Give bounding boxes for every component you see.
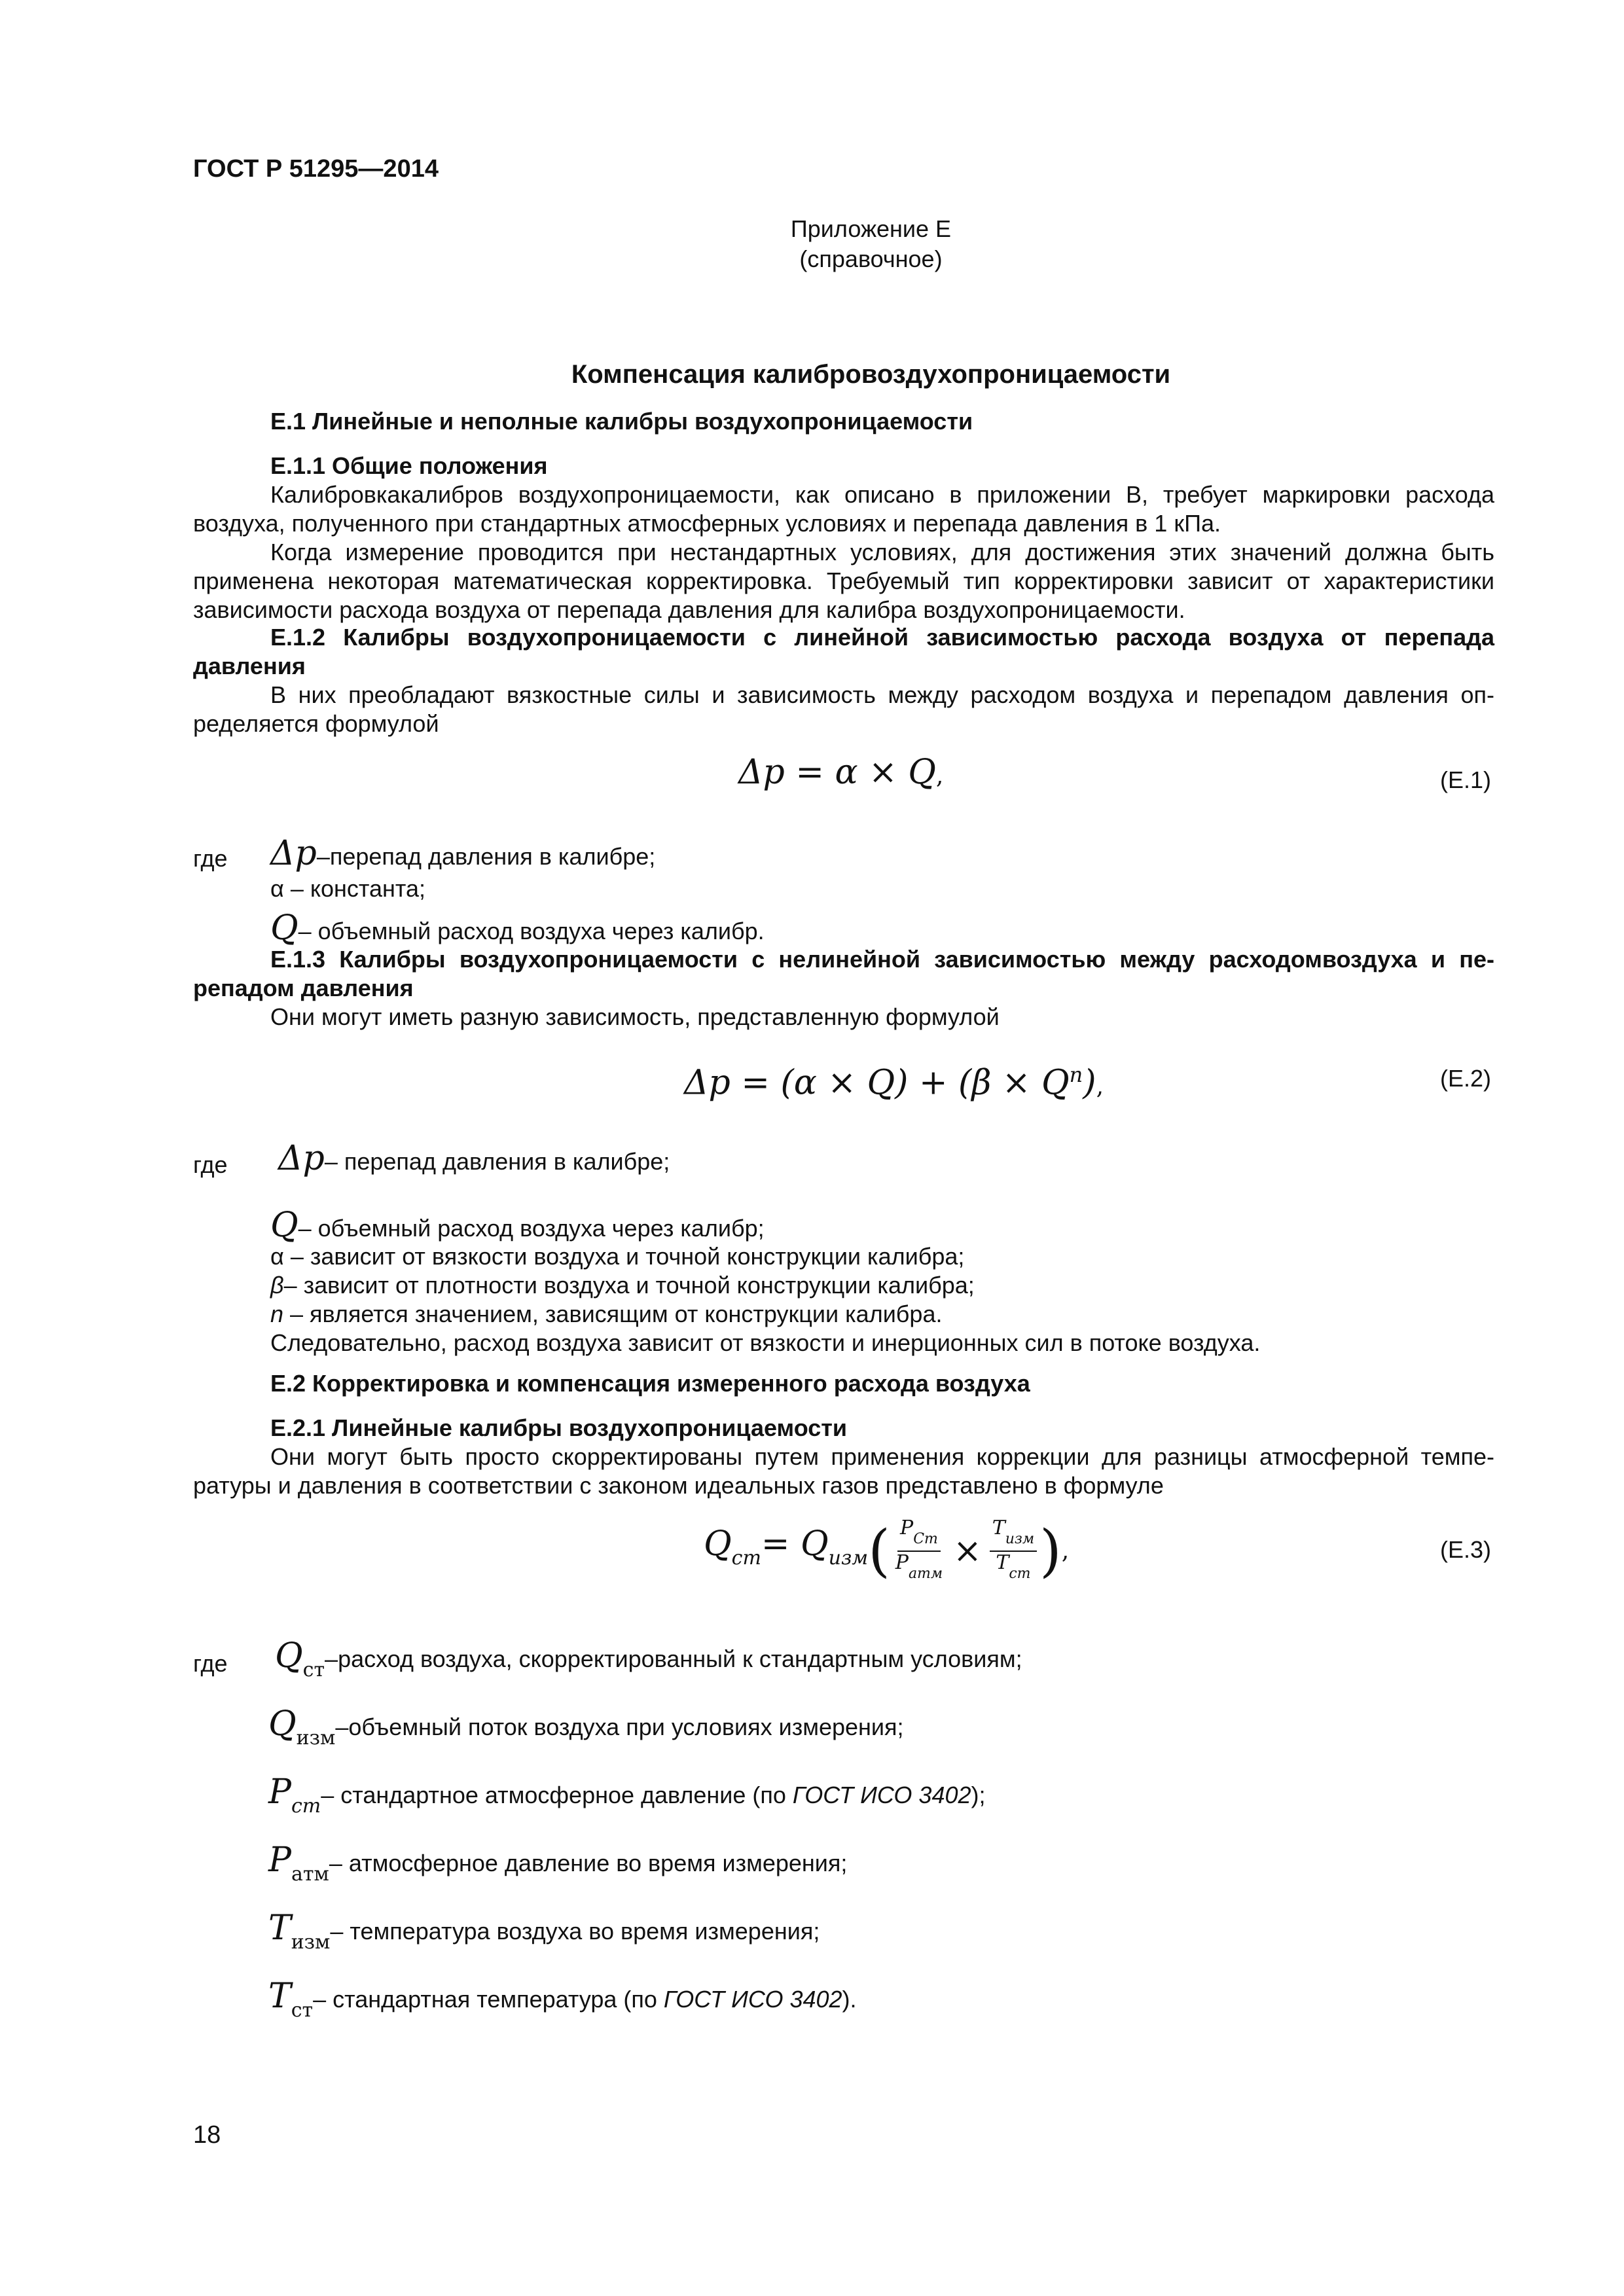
paragraph-line: Они могут иметь разную зависимость, представленную формулой	[270, 1003, 1000, 1030]
formula-paren-open: (	[868, 1518, 890, 1584]
conclusion-text: Следовательно, расход воздуха зависит от вязкости и инерционных сил в потоке воздуха.	[270, 1329, 1261, 1356]
symbol-t-izm: $T_{изм}$	[268, 1909, 331, 1954]
formula-comma: ,	[935, 762, 944, 789]
where-label: где	[193, 1650, 228, 1677]
definition-item	[270, 1271, 975, 1300]
definition-text: – атмосферное давление во время измерения;	[329, 1850, 848, 1876]
paragraph-line: ределяется формулой	[193, 710, 439, 737]
where-label: где	[193, 1151, 228, 1178]
definition-text: – объемный расход воздуха через калибр;	[298, 1215, 765, 1242]
section-heading-e13-cont: репадом давления	[193, 975, 414, 1001]
definition-item	[268, 1840, 847, 1894]
definition-item	[268, 1704, 904, 1758]
definition-text: –объемный поток воздуха при условиях измерения;	[335, 1713, 904, 1740]
formula-rhs: = α × Q	[795, 753, 936, 792]
paragraph-line: В них преобладают вязкостные силы и зависимость между расходом воздуха и перепадом давления оп-	[270, 681, 1494, 708]
formula-comma: ,	[1061, 1537, 1070, 1564]
definition-text: – температура воздуха во время измерения;	[330, 1918, 820, 1945]
formula-e2	[684, 1055, 1104, 1106]
definition-text: – стандартная температура (по ГОСТ ИСО 3402).	[313, 1986, 857, 2013]
formula-lhs: Δp	[738, 753, 785, 792]
definition-text: – перепад давления в калибре;	[324, 1148, 670, 1175]
formula-e1	[738, 753, 943, 796]
standard-reference: ГОСТ ИСО 3402	[792, 1782, 971, 1808]
formula-q-izm: = $Q_{изм}$	[761, 1524, 869, 1570]
definition-item	[268, 1772, 986, 1826]
definition-item	[270, 834, 655, 873]
definition-item	[270, 1206, 765, 1245]
formula-e3	[704, 1512, 1069, 1590]
paragraph-line: Они могут быть просто скорректированы путем применения коррекции для разницы атмосферной темпе-	[270, 1443, 1494, 1470]
section-heading-e21: Е.2.1 Линейные калибры воздухопроницаемости	[270, 1414, 847, 1441]
section-heading-e12-cont: давления	[193, 653, 306, 679]
definition-text: – является значением, зависящим от конструкции калибра.	[283, 1300, 943, 1327]
definition-item	[270, 908, 765, 948]
section-heading-e1: Е.1 Линейные и неполные калибры воздухопроницаемости	[270, 408, 973, 435]
definition-text: – объемный расход воздуха через калибр.	[298, 918, 765, 944]
formula-close: )	[1083, 1063, 1096, 1103]
section-heading-e2: Е.2 Корректировка и компенсация измеренного расхода воздуха	[270, 1370, 1030, 1397]
formula-fraction-temperature: $\frac{T_{изм}}{T_{cm}}$	[990, 1517, 1037, 1585]
paragraph-line: воздуха, полученного при стандартных атмосферных условиях и перепада давления в 1 кПа.	[193, 510, 1221, 537]
main-title: Компенсация калибровоздухопроницаемости	[571, 360, 1171, 389]
definition-text: –перепад давления в калибре;	[316, 843, 656, 870]
definition-text: –расход воздуха, скорректированный к стандартным условиям;	[325, 1645, 1022, 1672]
formula-times: ×	[953, 1532, 982, 1571]
symbol-p-st: $P_{ст}$	[268, 1772, 321, 1818]
definition-item	[268, 1909, 820, 1962]
section-heading-e12: Е.1.2 Калибры воздухопроницаемости с линейной зависимостью расхода воздуха от перепада	[270, 624, 1494, 651]
formula-fraction-pressure: $\frac{P_{Cm}}{P_{атм}}$	[895, 1516, 943, 1582]
definition-item: α – константа;	[270, 875, 425, 902]
symbol-q-izm: $Q_{изм}$	[268, 1704, 336, 1749]
formula-comma: ,	[1096, 1073, 1104, 1100]
annex-title: Приложение Е	[790, 215, 952, 242]
definition-item	[278, 1139, 670, 1178]
equation-number: (Е.3)	[1440, 1536, 1492, 1563]
paragraph-line: Когда измерение проводится при нестандартных условиях, для достижения этих значений должна быть	[270, 539, 1494, 565]
definition-text: – зависит от плотности воздуха и точной конструкции калибра;	[283, 1272, 975, 1299]
symbol-t-st: $T_{ст}$	[268, 1977, 314, 2022]
symbol-beta: β	[270, 1272, 284, 1299]
document-code: ГОСТ Р 51295—2014	[193, 155, 439, 183]
paragraph-line: Калибровкакалибров воздухопроницаемости, как описано в приложении В, требует маркировки расхода	[270, 481, 1494, 508]
section-heading-e11: Е.1.1 Общие положения	[270, 452, 548, 479]
symbol-delta-p: Δp	[270, 834, 317, 873]
paragraph-line: применена некоторая математическая корректировка. Требуемый тип корректировки зависит от характеристики	[193, 567, 1494, 594]
formula-q-st: $Q_{cm}$	[704, 1524, 761, 1570]
definition-item	[270, 1300, 942, 1329]
formula-body: Δp = (α × Q) + (β × Q	[684, 1063, 1070, 1103]
definition-item	[275, 1636, 1022, 1690]
symbol-p-atm: $P_{атм}$	[268, 1840, 329, 1886]
definition-text: – стандартное атмосферное давление (по ГОСТ ИСО 3402);	[321, 1782, 986, 1808]
standard-reference: ГОСТ ИСО 3402	[663, 1986, 842, 2013]
formula-exponent: n	[1069, 1062, 1083, 1087]
annex-subtitle: (справочное)	[799, 245, 943, 272]
section-heading-e13: Е.1.3 Калибры воздухопроницаемости с нелинейной зависимостью между расходомвоздуха и пе-	[270, 946, 1494, 973]
symbol-q-st: $Q_{ст}$	[275, 1636, 325, 1681]
symbol-q: Q	[270, 908, 298, 948]
definition-item: α – зависит от вязкости воздуха и точной конструкции калибра;	[270, 1243, 965, 1270]
equation-number: (Е.2)	[1440, 1065, 1492, 1092]
where-label: где	[193, 845, 228, 872]
symbol-n: n	[270, 1300, 284, 1327]
paragraph-line: ратуры и давления в соответствии с законом идеальных газов представлено в формуле	[193, 1472, 1164, 1499]
symbol-q: Q	[270, 1206, 298, 1245]
definition-item	[268, 1977, 857, 2030]
symbol-delta-p: Δp	[278, 1139, 325, 1178]
equation-number: (Е.1)	[1440, 766, 1492, 793]
paragraph-line: зависимости расхода воздуха от перепада давления для калибра воздухопроницаемости.	[193, 596, 1185, 623]
formula-paren-close: )	[1039, 1518, 1062, 1584]
page-number: 18	[193, 2121, 221, 2149]
